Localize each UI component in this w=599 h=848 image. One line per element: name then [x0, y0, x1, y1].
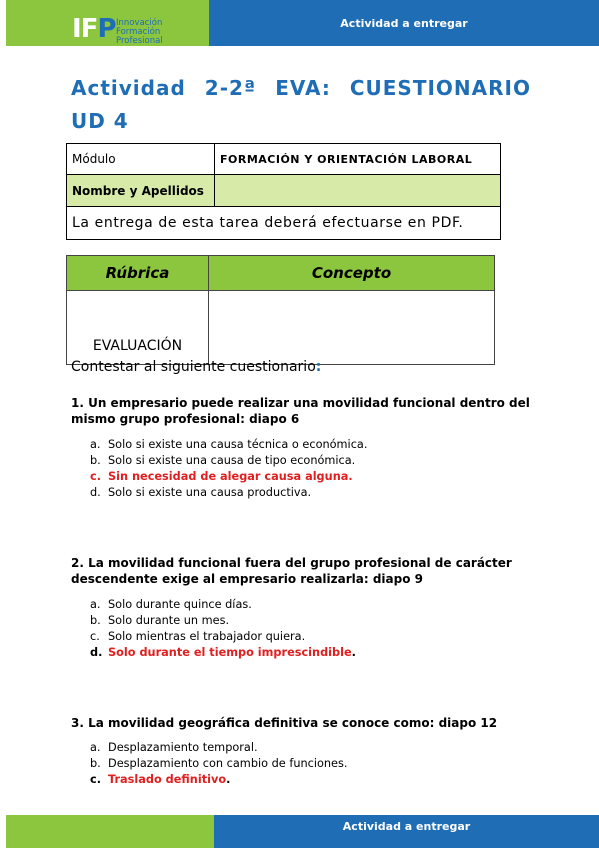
option-label: a. [90, 438, 101, 451]
logo-caption-line: Profesional [116, 36, 163, 46]
option-label: c. [90, 470, 101, 483]
question-2-options [90, 597, 356, 661]
option-label: d. [90, 486, 101, 499]
title-line-2: UD 4 [71, 109, 129, 133]
option-correct [90, 469, 367, 485]
logo-caption [116, 19, 163, 46]
option-text: Solo durante un mes. [108, 614, 230, 627]
footer-green-band [6, 815, 214, 848]
option-correct: c. Traslado definitivo. [90, 773, 231, 786]
instructions-colon: : [315, 359, 322, 375]
instructions-text: Contestar al siguiente cuestionario [71, 359, 316, 375]
option [90, 437, 367, 453]
option-label: c. [90, 630, 100, 643]
option-label: c. [90, 773, 101, 786]
nombre-value-field[interactable] [215, 175, 501, 207]
delivery-note: La entrega de esta tarea deberá efectuarse en PDF. [67, 207, 501, 240]
question-3: 3. La movilidad geográfica definitiva se conoce como: diapo 12 [71, 716, 498, 730]
header-logo-area [6, 0, 209, 46]
question-1-options [90, 437, 367, 501]
option-text: Solo si existe una causa de tipo económica. [108, 454, 356, 467]
page-title [71, 72, 531, 138]
option [90, 597, 356, 613]
option-label: b. [90, 454, 101, 467]
logo-caption-line: Innovación [116, 18, 163, 28]
question-3-options [90, 740, 348, 788]
header-title: Actividad a entregar [209, 0, 599, 46]
option-correct: d. Solo durante el tiempo imprescindible. [90, 646, 356, 659]
title-word: 2-2ª [204, 76, 257, 100]
rubric-table [66, 255, 495, 365]
option-label: b. [90, 757, 101, 770]
evaluation-value[interactable] [209, 291, 495, 365]
title-word: CUESTIONARIO [349, 76, 531, 100]
page-footer [6, 815, 599, 848]
option-label: a. [90, 598, 101, 611]
option-text: Solo durante el tiempo imprescindible [108, 646, 352, 659]
option [90, 756, 348, 772]
nombre-label: Nombre y Apellidos [67, 175, 215, 207]
option-text: Solo si existe una causa productiva. [108, 486, 312, 499]
title-word: Actividad [71, 76, 186, 100]
option [90, 485, 367, 501]
option-text: Solo mientras el trabajador quiera. [108, 630, 306, 643]
evaluation-label: EVALUACIÓN [67, 291, 209, 365]
rubric-header: Rúbrica [67, 256, 209, 291]
option-label: d. [90, 646, 103, 659]
option-text: Desplazamiento con cambio de funciones. [108, 757, 348, 770]
question-2: 2. La movilidad funcional fuera del grupo profesional de carácter descendente exige al empresario realizarla: diapo 9 [71, 556, 512, 586]
option-label: b. [90, 614, 101, 627]
concept-header: Concepto [209, 256, 495, 291]
question-1: 1. Un empresario puede realizar una movilidad funcional dentro del mismo grupo profesional: diapo 6 [71, 396, 530, 426]
title-word: EVA: [275, 76, 331, 100]
option-text: Solo durante quince días. [108, 598, 252, 611]
instructions [71, 359, 321, 375]
option [90, 629, 356, 645]
modulo-value: FORMACIÓN Y ORIENTACIÓN LABORAL [215, 144, 501, 175]
option [90, 453, 367, 469]
ifp-logo: IFP [72, 14, 116, 44]
logo-caption-line: Formación [116, 27, 161, 37]
option-text: Desplazamiento temporal. [108, 741, 258, 754]
option-text: Solo si existe una causa técnica o económica. [108, 438, 368, 451]
option-text: Traslado definitivo [108, 773, 227, 786]
footer-text: Actividad a entregar [214, 815, 599, 848]
option [90, 740, 348, 756]
option-label: a. [90, 741, 101, 754]
modulo-label: Módulo [67, 144, 215, 175]
option [90, 613, 356, 629]
page-header [6, 0, 599, 46]
option-text: Sin necesidad de alegar causa alguna. [108, 470, 353, 483]
info-table [66, 143, 501, 240]
